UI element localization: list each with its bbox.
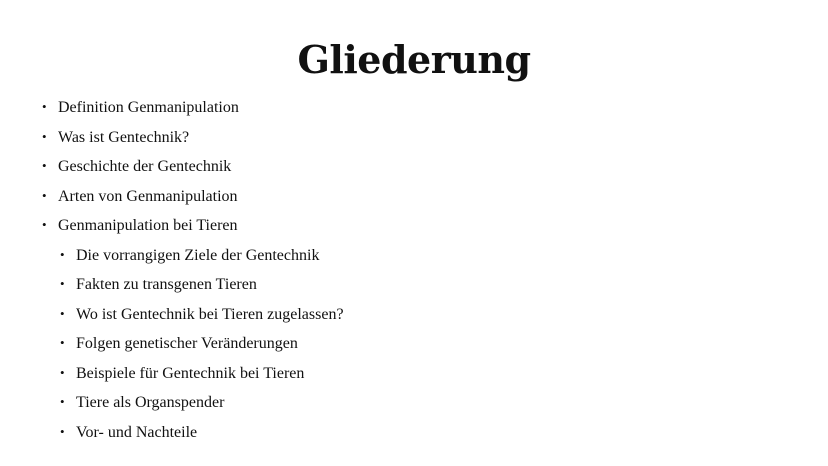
outline-item — [40, 95, 344, 125]
outline-item-text: Beispiele für Gentechnik bei Tieren — [76, 364, 305, 382]
outline-item — [40, 154, 344, 184]
bullet-icon: • — [60, 276, 65, 291]
outline-item-text: Geschichte der Gentechnik — [58, 158, 232, 175]
bullet-icon: • — [60, 246, 65, 262]
outline-subitem — [40, 390, 344, 420]
outline-subitem — [40, 243, 344, 273]
outline-item — [40, 184, 344, 214]
bullet-icon: • — [42, 187, 47, 203]
bullet-icon: • — [42, 128, 47, 144]
bullet-icon: • — [42, 217, 47, 232]
outline-subitem — [40, 331, 344, 361]
bullet-icon: • — [60, 335, 65, 350]
bullet-icon: • — [60, 364, 65, 380]
outline-item-text: Vor- und Nachteile — [76, 423, 198, 441]
outline-item-text: Definition Genmanipulation — [58, 99, 239, 116]
outline-subitem — [40, 361, 344, 391]
outline-item-text: Die vorrangigen Ziele der Gentechnik — [76, 246, 320, 264]
outline-subitem — [40, 420, 344, 450]
outline-subitem — [40, 302, 344, 332]
bullet-icon: • — [42, 158, 47, 173]
outline-item-text: Fakten zu transgenen Tieren — [76, 276, 257, 293]
outline-item-text: Folgen genetischer Veränderungen — [76, 335, 298, 352]
bullet-icon: • — [42, 99, 47, 114]
outline-item — [40, 213, 344, 243]
outline-subitem — [40, 272, 344, 302]
outline-item-text: Tiere als Organspender — [76, 394, 225, 411]
outline-list — [40, 95, 344, 449]
outline-item-text: Was ist Gentechnik? — [58, 128, 190, 146]
outline-item — [40, 125, 344, 155]
bullet-icon: • — [60, 394, 65, 409]
slide-title: Gliederung — [297, 37, 531, 82]
bullet-icon: • — [60, 423, 65, 439]
outline-item-text: Wo ist Gentechnik bei Tieren zugelassen? — [76, 305, 344, 323]
outline-item-text: Arten von Genmanipulation — [58, 187, 238, 205]
bullet-icon: • — [60, 305, 65, 321]
outline-item-text: Genmanipulation bei Tieren — [58, 217, 238, 234]
